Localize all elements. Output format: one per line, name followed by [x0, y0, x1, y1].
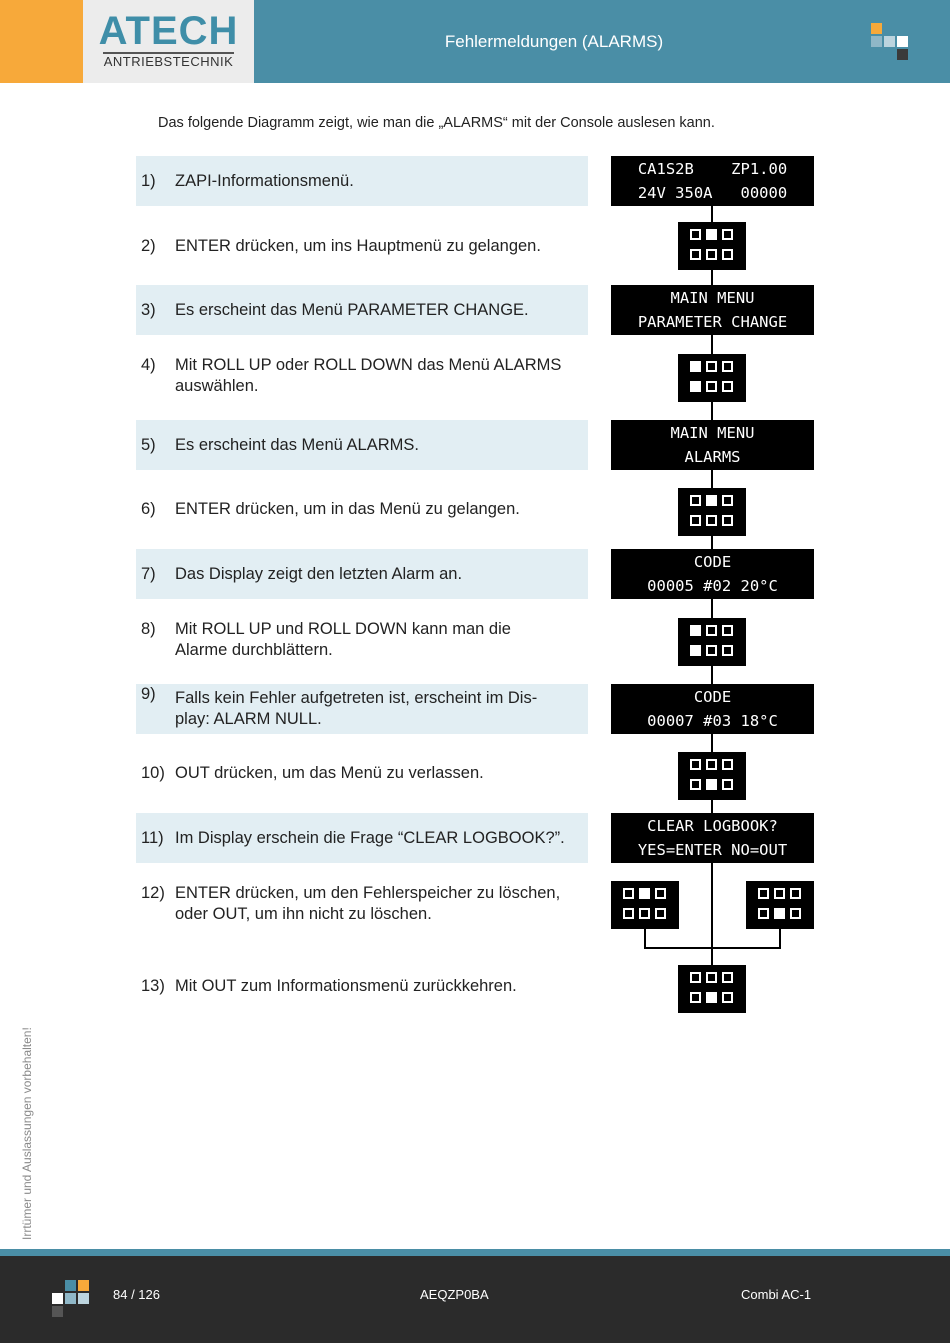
key — [639, 908, 650, 919]
step-text: Mit ROLL UP und ROLL DOWN kann man die Alarme durchblättern. — [175, 620, 511, 659]
step-3 — [136, 285, 588, 335]
display-line: 00005 #02 20°C — [647, 577, 778, 595]
company-logo — [83, 0, 254, 83]
console-display — [611, 156, 814, 206]
step-7 — [136, 549, 588, 599]
key — [623, 888, 634, 899]
key — [722, 381, 733, 392]
key — [706, 381, 717, 392]
step-text: Es erscheint das Menü PARAMETER CHANGE. — [175, 300, 529, 319]
key-pressed — [639, 888, 650, 899]
page-footer — [0, 1256, 950, 1343]
step-5 — [136, 420, 588, 470]
step-13 — [136, 961, 588, 1011]
console-display — [611, 813, 814, 863]
step-number: 12) — [141, 884, 165, 902]
keypad-roll-icon — [678, 354, 746, 402]
key — [655, 888, 666, 899]
key-pressed — [706, 495, 717, 506]
display-line: MAIN MENU — [670, 289, 755, 307]
step-number: 2) — [141, 236, 156, 255]
step-12 — [136, 883, 588, 933]
key — [690, 515, 701, 526]
keypad-out-icon — [678, 965, 746, 1013]
step-text: Mit ROLL UP oder ROLL DOWN das Menü ALARMS auswählen. — [175, 356, 562, 395]
step-text: Im Display erschein die Frage “CLEAR LOGBOOK?”. — [175, 828, 565, 847]
step-text: Das Display zeigt den letzten Alarm an. — [175, 564, 463, 583]
doc-code: AEQZP0BA — [420, 1287, 489, 1302]
console-display — [611, 684, 814, 734]
step-text: ENTER drücken, um ins Hauptmenü zu gelangen. — [175, 236, 541, 255]
key — [758, 908, 769, 919]
key — [722, 249, 733, 260]
key — [722, 361, 733, 372]
step-number: 5) — [141, 435, 156, 454]
connector-line — [711, 402, 713, 420]
step-text: Mit OUT zum Informationsmenü zurückkehren. — [175, 976, 517, 995]
key — [722, 972, 733, 983]
key-pressed — [690, 625, 701, 636]
step-number: 13) — [141, 976, 165, 995]
step-number: 10) — [141, 763, 165, 782]
logo-subtitle: ANTRIEBSTECHNIK — [103, 54, 234, 69]
product-name: Combi AC-1 — [741, 1287, 812, 1302]
key — [706, 361, 717, 372]
key — [690, 495, 701, 506]
keypad-out-icon — [746, 881, 814, 929]
key — [758, 888, 769, 899]
keypad-roll-icon — [678, 618, 746, 666]
step-2 — [136, 221, 588, 271]
step-number: 11) — [141, 828, 164, 847]
step-number: 9) — [141, 685, 156, 703]
key — [706, 645, 717, 656]
connector-line — [711, 469, 713, 488]
key — [690, 229, 701, 240]
key-pressed — [706, 779, 717, 790]
display-line: 24V 350A 00000 — [637, 184, 788, 202]
display-line: CODE — [693, 553, 732, 571]
connector-line — [711, 734, 713, 752]
header-accent-block — [0, 0, 83, 83]
step-text: ENTER drücken, um den Fehlerspeicher zu löschen, oder OUT, um ihn nicht zu löschen. — [175, 884, 561, 923]
step-10 — [136, 748, 588, 798]
step-6 — [136, 484, 588, 534]
display-line: PARAMETER CHANGE — [637, 313, 788, 331]
connector-line — [711, 599, 713, 618]
key — [722, 515, 733, 526]
key — [690, 972, 701, 983]
keypad-out-icon — [678, 752, 746, 800]
key — [722, 645, 733, 656]
page-header — [0, 0, 950, 83]
step-text: Es erscheint das Menü ALARMS. — [175, 435, 419, 454]
step-11 — [136, 813, 588, 863]
connector-line — [644, 929, 646, 949]
display-line: 00007 #03 18°C — [647, 712, 778, 730]
display-line: CA1S2B ZP1.00 — [637, 160, 788, 178]
step-1 — [136, 156, 588, 206]
key — [706, 759, 717, 770]
key — [722, 992, 733, 1003]
step-text: Falls kein Fehler aufgetreten ist, erscheint im Dis-play: ALARM NULL. — [175, 689, 538, 728]
display-line: YES=ENTER NO=OUT — [637, 841, 788, 859]
key — [690, 992, 701, 1003]
key — [722, 759, 733, 770]
keypad-enter-icon — [678, 222, 746, 270]
intro-text: Das folgende Diagramm zeigt, wie man die „ALARMS“ mit der Console auslesen kann. — [158, 115, 715, 131]
console-display — [611, 420, 814, 470]
key — [706, 249, 717, 260]
key-pressed — [774, 908, 785, 919]
step-text: ZAPI-Informationsmenü. — [175, 171, 354, 190]
key — [655, 908, 666, 919]
step-8 — [136, 619, 588, 669]
key — [690, 759, 701, 770]
step-text: OUT drücken, um das Menü zu verlassen. — [175, 763, 484, 782]
key — [706, 972, 717, 983]
key — [722, 779, 733, 790]
key — [790, 888, 801, 899]
key-pressed — [690, 361, 701, 372]
keypad-enter-icon — [611, 881, 679, 929]
display-line: MAIN MENU — [670, 424, 755, 442]
key — [774, 888, 785, 899]
step-4 — [136, 355, 588, 405]
connector-line — [711, 268, 713, 286]
step-number: 6) — [141, 499, 156, 518]
display-line: ALARMS — [684, 448, 741, 466]
step-number: 1) — [141, 171, 156, 190]
connector-line — [779, 929, 781, 949]
connector-line — [711, 335, 713, 354]
key — [722, 625, 733, 636]
display-line: CLEAR LOGBOOK? — [647, 817, 778, 835]
key — [706, 625, 717, 636]
key-pressed — [706, 229, 717, 240]
keypad-enter-icon — [678, 488, 746, 536]
disclaimer-note: Irrtümer und Auslassungen vorbehalten! — [20, 1027, 34, 1240]
connector-line — [711, 666, 713, 684]
connector-line — [711, 800, 713, 813]
key — [690, 249, 701, 260]
connector-line — [711, 947, 713, 966]
page-number: 84 / 126 — [113, 1287, 160, 1302]
connector-line — [711, 536, 713, 550]
step-9 — [136, 684, 588, 734]
key — [706, 515, 717, 526]
key — [623, 908, 634, 919]
step-number: 7) — [141, 564, 156, 583]
console-display — [611, 549, 814, 599]
display-line: CODE — [693, 688, 732, 706]
key-pressed — [706, 992, 717, 1003]
step-number: 3) — [141, 300, 156, 319]
logo-wordmark: ATECH — [98, 9, 239, 53]
footer-strip — [0, 1249, 950, 1256]
page-title: Fehlermeldungen (ALARMS) — [444, 32, 664, 51]
console-display — [611, 285, 814, 335]
key-pressed — [690, 381, 701, 392]
step-number: 8) — [141, 620, 156, 638]
key — [790, 908, 801, 919]
key — [690, 779, 701, 790]
key-pressed — [690, 645, 701, 656]
key — [722, 229, 733, 240]
step-number: 4) — [141, 356, 156, 374]
key — [722, 495, 733, 506]
step-text: ENTER drücken, um in das Menü zu gelangen. — [175, 499, 520, 518]
connector-line — [711, 862, 713, 948]
